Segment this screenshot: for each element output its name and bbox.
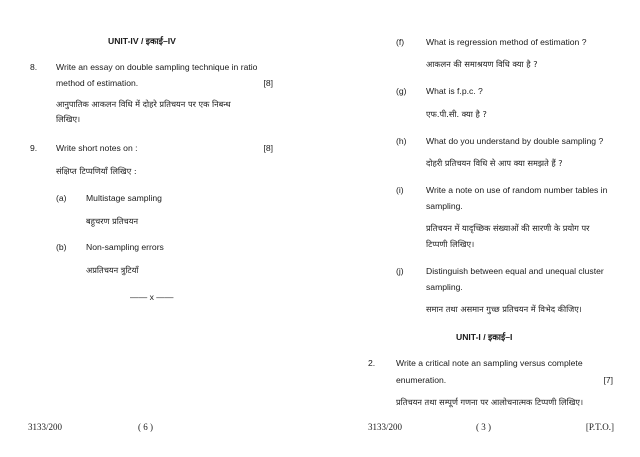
q1-h-text: What do you understand by double sampling ?	[426, 136, 604, 146]
q2-hindi: प्रतिचयन तथा सम्पूर्ण गणना पर आलोचनात्मक टिप्पणी लिखिए।	[396, 397, 584, 407]
q1-g-hindi: एफ.पी.सी. क्या है ?	[426, 109, 487, 119]
unit-iv-heading: UNIT-IV / इकाई–IV	[108, 36, 176, 46]
q8-hindi-line1: आनुपातिक आकलन विधि में दोहरे प्रतिचयन पर एक निबन्ध	[56, 99, 231, 109]
q1-h-label: (h)	[396, 136, 407, 146]
right-footer-pto: [P.T.O.]	[585, 422, 614, 432]
q9-a-label: (a)	[56, 193, 67, 203]
q9-hindi: संक्षिप्त टिप्पणियाँ लिखिए :	[56, 166, 137, 176]
q1-f-label: (f)	[396, 37, 405, 47]
q1-f-hindi: आकलन की समाश्रयण विधि क्या है ?	[426, 59, 538, 69]
q9-a-text: Multistage sampling	[86, 193, 162, 203]
unit-i-heading: UNIT-I / इकाई–I	[456, 332, 513, 342]
q1-i-hindi-line2: टिप्पणी लिखिए।	[426, 239, 475, 249]
q9-text: Write short notes on :	[56, 143, 138, 153]
q9-b-label: (b)	[56, 242, 67, 252]
q2-number: 2.	[368, 358, 376, 368]
q1-i-label: (i)	[396, 185, 404, 195]
q8-marks: [8]	[263, 78, 273, 88]
q1-h-hindi: दोहरी प्रतिचयन विधि से आप क्या समझते हैं ?	[426, 158, 563, 168]
q1-f-text: What is regression method of estimation ?	[426, 37, 587, 47]
q8-text-line1: Write an essay on double sampling technique in ratio	[56, 62, 258, 72]
q9-b-hindi: अप्रतिचयन त्रुटियाँ	[86, 265, 139, 275]
right-footer-code: 3133/200	[368, 422, 403, 432]
q2-text-line2: enumeration.	[396, 375, 447, 385]
q1-i-text-line2: sampling.	[426, 201, 463, 211]
left-footer-code: 3133/200	[28, 422, 63, 432]
q8-text-line2: method of estimation.	[56, 78, 139, 88]
q1-j-text-line1: Distinguish between equal and unequal cluster	[426, 266, 604, 276]
q9-marks: [8]	[263, 143, 273, 153]
q1-g-text: What is f.p.c. ?	[426, 86, 483, 96]
q9-a-hindi: बहुचरण प्रतिचयन	[86, 216, 139, 226]
q1-g-label: (g)	[396, 86, 407, 96]
q1-j-text-line2: sampling.	[426, 282, 463, 292]
q9-number: 9.	[30, 143, 38, 153]
q1-i-hindi-line1: प्रतिचयन में यादृच्छिक संख्याओं की सारणी के प्रयोग पर	[426, 223, 590, 233]
right-footer-page: ( 3 )	[476, 422, 491, 432]
left-footer-page: ( 6 )	[138, 422, 153, 432]
q8-number: 8.	[30, 62, 38, 72]
q2-text-line1: Write a critical note an sampling versus complete	[396, 358, 583, 368]
q1-j-hindi: समान तथा असमान गुच्छ प्रतिचयन में विभेद कीजिए।	[426, 304, 582, 314]
q9-b-text: Non-sampling errors	[86, 242, 164, 252]
q8-hindi-line2: लिखिए।	[56, 114, 81, 124]
q1-i-text-line1: Write a note on use of random number tables in	[426, 185, 608, 195]
end-marker: —— x ——	[130, 292, 174, 302]
q2-marks: [7]	[603, 375, 613, 385]
q1-j-label: (j)	[396, 266, 404, 276]
